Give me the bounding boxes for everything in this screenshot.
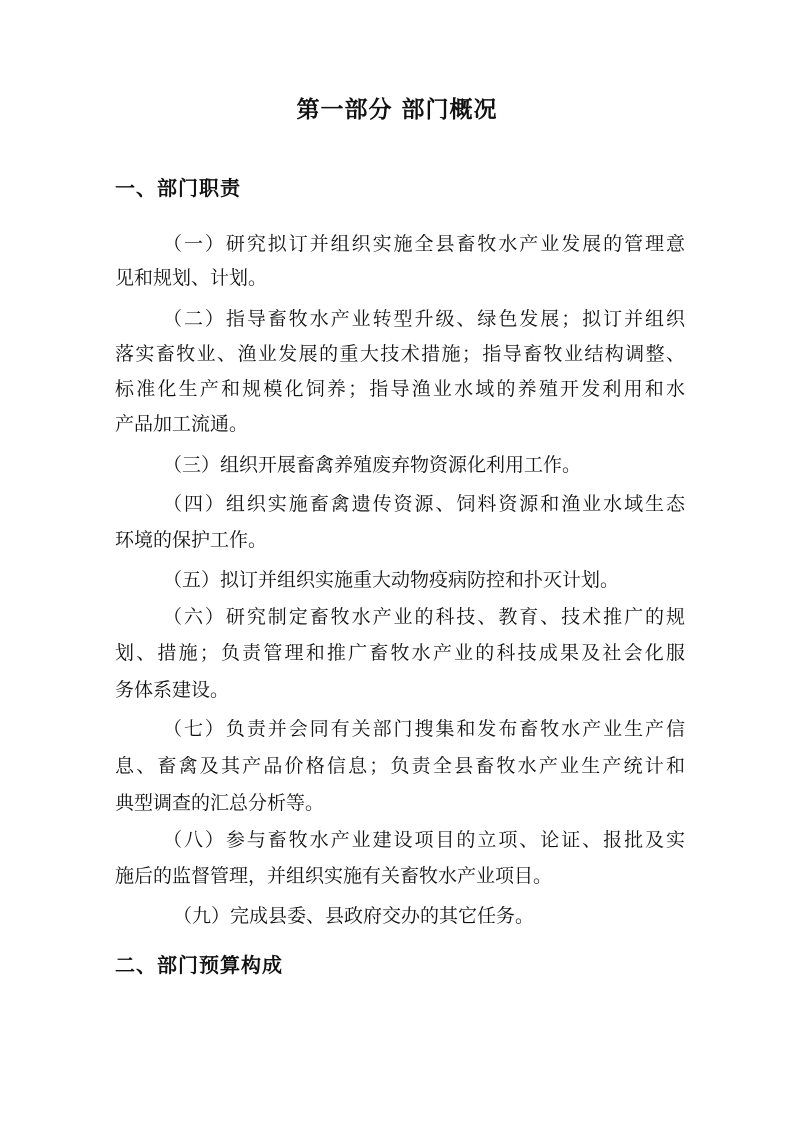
duty-item-2-line-2: 落实畜牧业、渔业发展的重大技术措施；指导畜牧业结构调整、: [115, 343, 685, 365]
section-heading-duties: 一、部门职责: [115, 176, 241, 200]
duty-item-6-line-3: 务体系建设。: [115, 679, 230, 701]
duty-item-5-line-1: （五）拟订并组织实施重大动物疫病防控和扑灭计划。: [163, 569, 620, 591]
duty-item-1-line-1: （一）研究拟订并组织实施全县畜牧水产业发展的管理意: [163, 233, 685, 255]
duty-item-9-line-1: （九）完成县委、县政府交办的其它任务。: [173, 905, 535, 927]
duty-item-8-line-1: （八）参与畜牧水产业建设项目的立项、论证、报批及实: [163, 829, 685, 851]
page-title: 第一部分 部门概况: [296, 97, 498, 123]
duty-item-1-line-2: 见和规划、计划。: [115, 267, 268, 289]
duty-item-2-line-4: 产品加工流通。: [115, 413, 249, 435]
duty-item-7-line-3: 典型调查的汇总分析等。: [115, 792, 325, 814]
duty-item-7-line-1: （七）负责并会同有关部门搜集和发布畜牧水产业生产信: [163, 718, 685, 740]
duty-item-4-line-1: （四）组织实施畜禽遗传资源、饲料资源和渔业水域生态: [163, 493, 685, 515]
duty-item-7-line-2: 息、畜禽及其产品价格信息；负责全县畜牧水产业生产统计和: [115, 755, 685, 777]
duty-item-6-line-1: （六）研究制定畜牧水产业的科技、教育、技术推广的规: [163, 606, 685, 628]
duty-item-3-line-1: （三）组织开展畜禽养殖废弃物资源化利用工作。: [163, 454, 582, 476]
duty-item-6-line-2: 划、措施；负责管理和推广畜牧水产业的科技成果及社会化服: [115, 642, 685, 664]
duty-item-4-line-2: 环境的保护工作。: [115, 529, 268, 551]
duty-item-2-line-3: 标准化生产和规模化饲养；指导渔业水域的养殖开发利用和水: [115, 378, 685, 400]
section-heading-budget: 二、部门预算构成: [115, 953, 283, 977]
duty-item-2-line-1: （二）指导畜牧水产业转型升级、绿色发展；拟订并组织: [163, 308, 685, 330]
duty-item-8-line-2: 施后的监督管理，并组织实施有关畜牧水产业项目。: [115, 865, 553, 887]
